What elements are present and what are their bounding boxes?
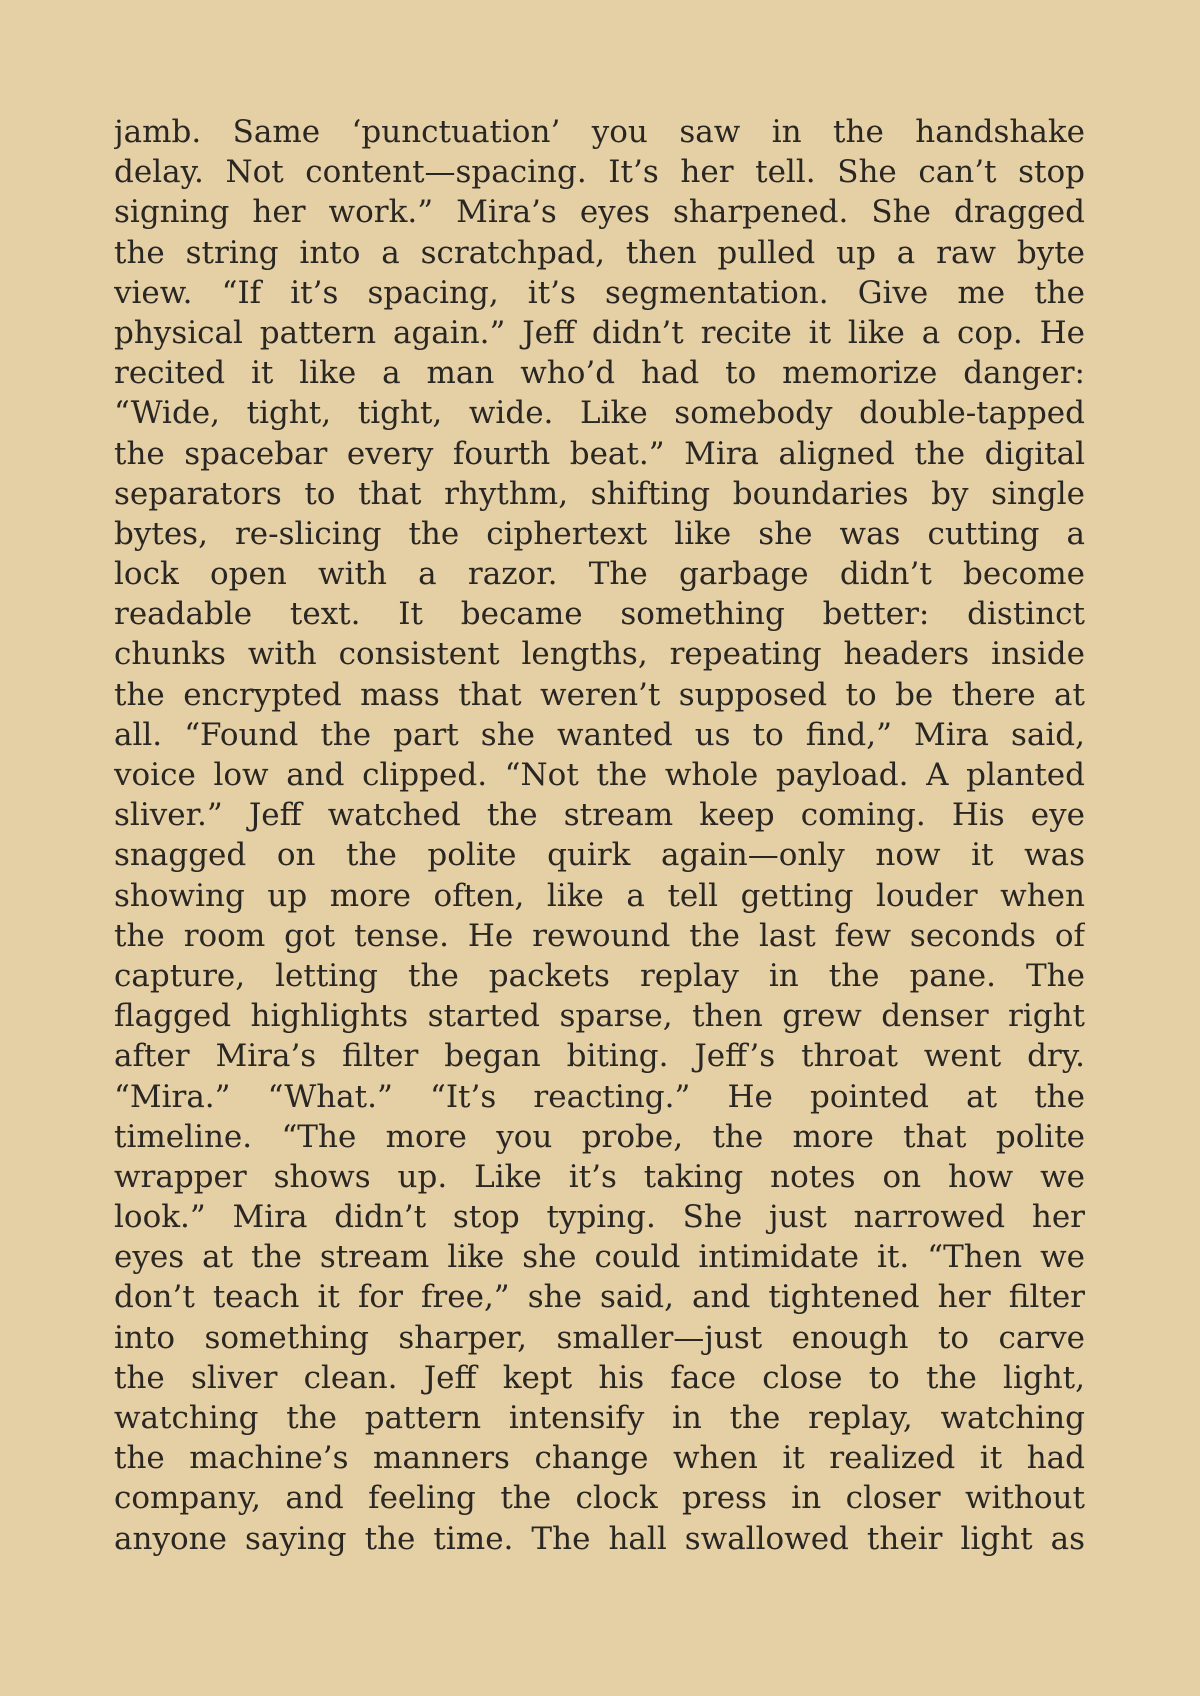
text-line: sliver.” Jeff watched the stream keep coming. His eye bbox=[114, 797, 1085, 834]
text-line: “Mira.” “What.” “It’s reacting.” He pointed at the bbox=[114, 1078, 1085, 1115]
text-line: bytes, re-slicing the ciphertext like she was cutting a bbox=[114, 515, 1085, 552]
text-line: jamb. Same ‘punctuation’ you saw in the handshake bbox=[114, 114, 1085, 150]
text-line: timeline. “The more you probe, the more that polite bbox=[114, 1118, 1085, 1155]
text-line: separators to that rhythm, shifting boundaries by single bbox=[114, 475, 1085, 512]
text-line: showing up more often, like a tell getting louder when bbox=[114, 877, 1085, 914]
text-line: into something sharper, smaller—just enough to carve bbox=[114, 1319, 1085, 1356]
text-line: “Wide, tight, tight, wide. Like somebody double-tapped bbox=[114, 395, 1085, 432]
text-line: the string into a scratchpad, then pulled up a raw byte bbox=[114, 234, 1085, 271]
text-line: wrapper shows up. Like it’s taking notes on how we bbox=[114, 1158, 1085, 1195]
text-line: chunks with consistent lengths, repeating headers inside bbox=[114, 636, 1085, 673]
text-line: don’t teach it for free,” she said, and tightened her filter bbox=[114, 1279, 1085, 1316]
text-line: delay. Not content—spacing. It’s her tell. She can’t stop bbox=[114, 154, 1085, 191]
text-line: the room got tense. He rewound the last few seconds of bbox=[114, 917, 1085, 954]
text-line: the machine’s manners change when it realized it had bbox=[114, 1440, 1085, 1477]
text-line: recited it like a man who’d had to memorize danger: bbox=[114, 355, 1085, 392]
text-line: snagged on the polite quirk again—only now it was bbox=[114, 837, 1085, 874]
text-line: flagged highlights started sparse, then grew denser right bbox=[114, 998, 1085, 1035]
text-line: voice low and clipped. “Not the whole payload. A planted bbox=[114, 757, 1085, 793]
text-line: lock open with a razor. The garbage didn’t become bbox=[114, 556, 1085, 593]
text-line: view. “If it’s spacing, it’s segmentation. Give me the bbox=[114, 274, 1085, 311]
text-line: the encrypted mass that weren’t supposed to be there at bbox=[114, 676, 1085, 713]
text-line: signing her work.” Mira’s eyes sharpened. She dragged bbox=[114, 194, 1085, 231]
text-line: company, and feeling the clock press in closer without bbox=[114, 1480, 1085, 1517]
text-line: after Mira’s filter began biting. Jeff’s throat went dry. bbox=[114, 1038, 1085, 1075]
text-line: physical pattern again.” Jeff didn’t recite it like a cop. He bbox=[114, 314, 1085, 351]
text-line: capture, letting the packets replay in the pane. The bbox=[114, 957, 1085, 994]
text-line: anyone saying the time. The hall swallowed their light as bbox=[114, 1520, 1085, 1557]
text-line: look.” Mira didn’t stop typing. She just narrowed her bbox=[114, 1199, 1085, 1236]
text-line: watching the pattern intensify in the replay, watching bbox=[114, 1400, 1085, 1436]
text-line: the sliver clean. Jeff kept his face close to the light, bbox=[114, 1359, 1085, 1396]
text-line: all. “Found the part she wanted us to find,” Mira said, bbox=[114, 716, 1085, 753]
text-line: eyes at the stream like she could intimidate it. “Then we bbox=[114, 1239, 1085, 1276]
text-line: readable text. It became something better: distinct bbox=[114, 596, 1085, 633]
text-line: the spacebar every fourth beat.” Mira aligned the digital bbox=[114, 435, 1085, 472]
body-text bbox=[114, 112, 1085, 1592]
